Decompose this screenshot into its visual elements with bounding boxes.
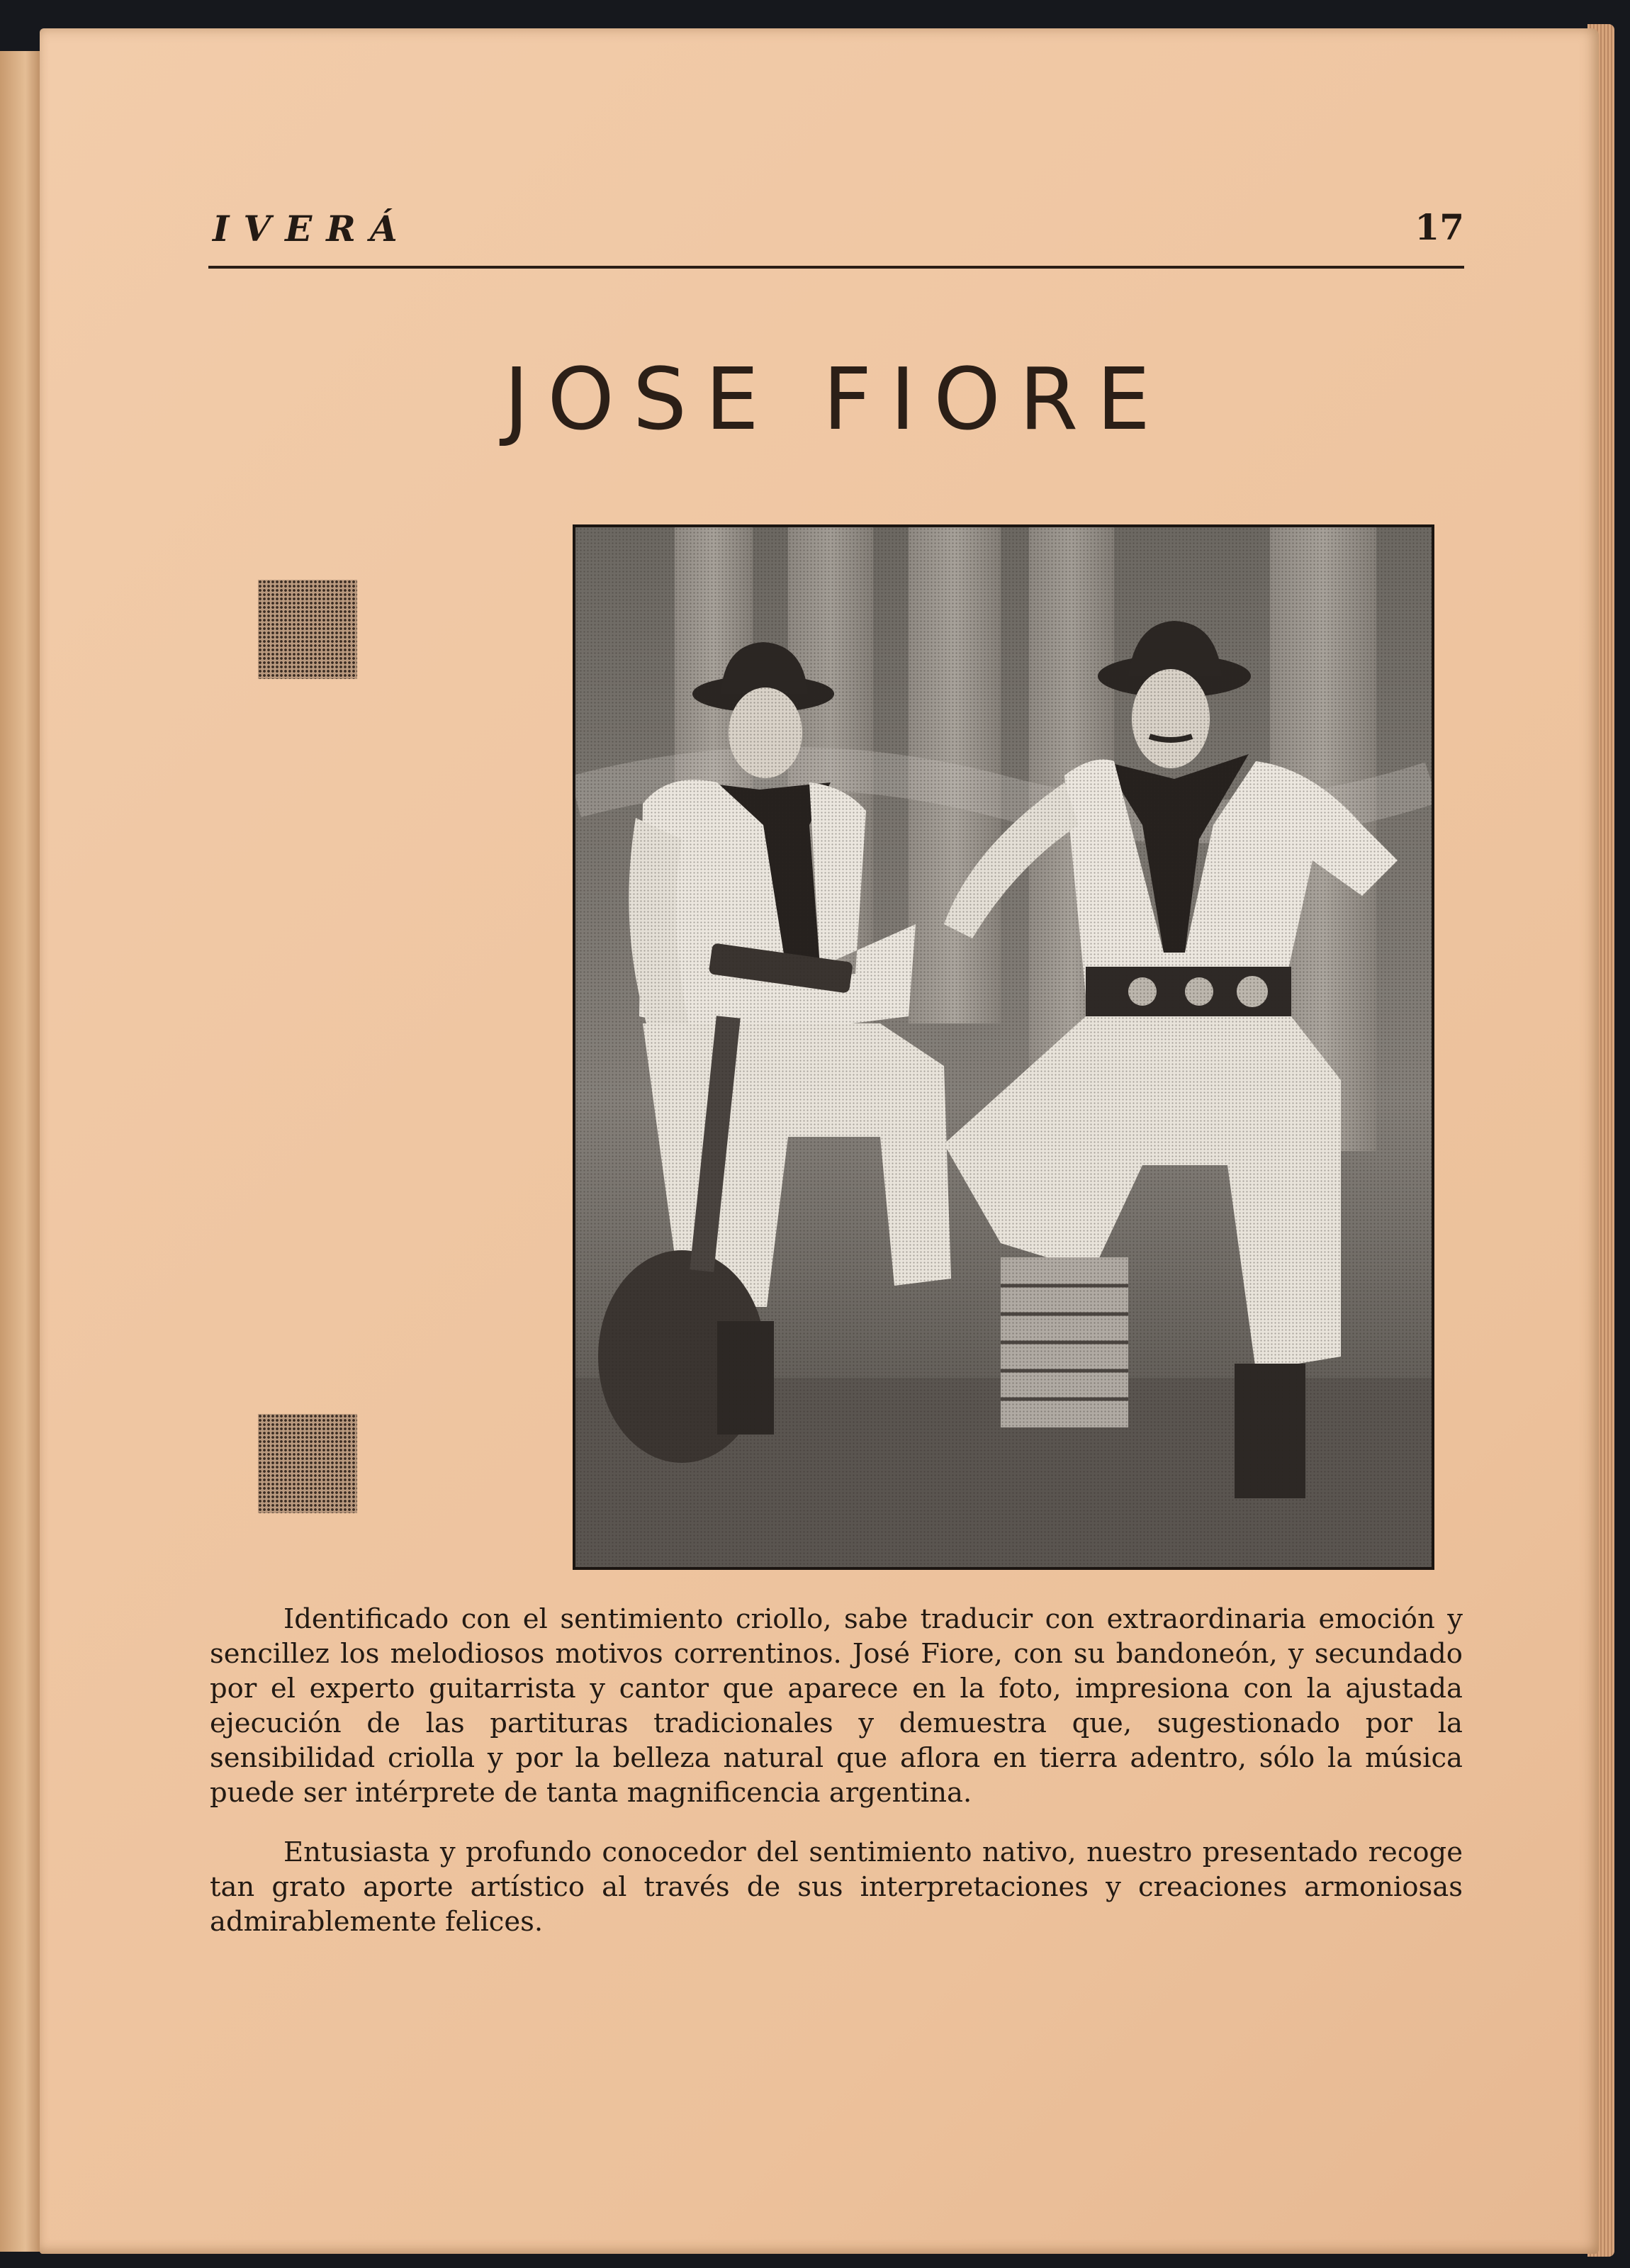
article-paragraph-2: Entusiasta y profundo conocedor del sentimiento nativo, nuestro presentado recoge tan grato aporte artístico al través de sus interpretaciones y creaciones armoniosas admirablemente felices. bbox=[210, 1836, 1463, 1938]
running-header bbox=[208, 202, 1464, 269]
magazine-title: IVERÁ bbox=[213, 208, 412, 249]
musicians-photograph bbox=[573, 524, 1434, 1570]
page-number: 17 bbox=[1415, 206, 1464, 248]
article-paragraph-1: Identificado con el sentimiento criollo, sabe traducir con extraordinaria emoción y sencillez los melodiosos motivos correntinos. José Fiore, con su bandoneón, y secundado por el experto guitarrista y cantor que aparece en la foto, impresiona con la ajustada ejecución de las partituras tradicionales y demuestra que, sugestionado por la sensibilidad criolla y por la belleza natural que aflora en tierra adentro, sólo la música puede ser intérprete de tanta magnificencia argentina. bbox=[210, 1603, 1463, 1809]
article-body bbox=[210, 1602, 1463, 1964]
decorative-halftone-square-top bbox=[258, 580, 357, 679]
article-title: JOSE FIORE bbox=[503, 351, 1169, 449]
decorative-halftone-square-bottom bbox=[258, 1414, 357, 1513]
